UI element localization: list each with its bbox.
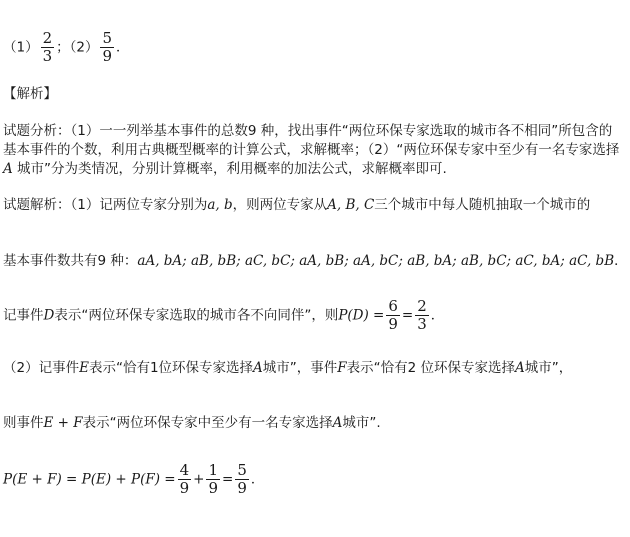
six-ninths-fraction (386, 298, 400, 333)
event-d-var: D (43, 307, 55, 324)
four-ninths-denominator: 9 (179, 479, 190, 497)
union-text-3: 城市”. (342, 415, 381, 431)
basic-events-line (3, 252, 628, 270)
formula-lhs: P(E + F) = P(E) + P(F) = (3, 471, 176, 488)
answer-line (3, 30, 130, 65)
solution-intro (3, 196, 623, 215)
event-d-text-1: 记事件 (3, 307, 44, 324)
six-ninths-denominator: 9 (388, 315, 398, 333)
analysis-text-2: 城市”分为类情况，分别计算概率，利用概率的加法公式，求解概率即可. (12, 161, 447, 177)
event-ef-paragraph (3, 359, 623, 378)
two-thirds-fraction (415, 298, 429, 333)
four-ninths-numerator: 4 (179, 461, 190, 479)
event-ef-text-4: 表示“恰有2 位环保专家选择 (346, 360, 516, 376)
answer-separator: ；（2） (56, 39, 99, 56)
event-d-text-2: 表示“两位环保专家选取的城市各不向同伴”，则 (54, 307, 339, 324)
two-thirds-numerator: 2 (417, 297, 427, 315)
two-thirds-denominator: 3 (417, 315, 427, 333)
analysis-city-var: A (3, 161, 13, 177)
events-label: 基本事件数共有9 种： (3, 253, 138, 269)
answer1-numerator: 2 (42, 29, 53, 47)
probability-formula (3, 462, 264, 497)
five-ninths-numerator: 5 (237, 461, 247, 479)
solution-text-2: ，则两位专家从 (232, 197, 328, 213)
events-end: ． (614, 253, 628, 269)
analysis-heading: 【解析】 (3, 86, 57, 102)
city-a-var-2: A (515, 360, 525, 376)
analysis-paragraph (3, 122, 623, 179)
p-of-d: P(D) = (338, 307, 385, 324)
answer2-denominator: 9 (102, 47, 113, 65)
expert-vars: a, b (207, 197, 233, 213)
answer2-fraction (100, 30, 114, 65)
event-ef-text-2: 表示“恰有1位环保专家选择 (88, 360, 254, 376)
formula-equals: = (222, 471, 234, 488)
six-ninths-numerator: 6 (388, 297, 398, 315)
event-d-equals: = (401, 307, 414, 324)
four-ninths-fraction (178, 462, 192, 497)
five-ninths-denominator: 9 (237, 479, 247, 497)
formula-end: ． (250, 471, 265, 488)
events-list: aA, bA; aB, bB; aC, bC; aA, bB; aA, bC; aB, bA; aB, bC; aC, bA; aC, bB (137, 253, 615, 269)
analysis-text: 试题分析：（1）一一列举基本事件的总数9 种，找出事件“两位环保专家选取的城市各不相同”所包含的基本事件的个数，利用古典概型概率的计算公式，求解概率；（2）“两位环保专家中至少有一名专家选择 (3, 123, 620, 158)
city-vars: A, B, C (327, 197, 375, 213)
answer1-fraction (41, 30, 55, 65)
formula-plus: + (193, 471, 205, 488)
e-plus-f-var: E + F (43, 415, 83, 431)
city-a-var-1: A (253, 360, 263, 376)
event-d-line (3, 298, 444, 333)
one-ninth-fraction (206, 462, 220, 497)
event-f-var: F (337, 360, 347, 376)
answer-end: ． (116, 39, 130, 56)
solution-text-1: 试题解析：（1）记两位专家分别为 (3, 197, 208, 213)
city-a-var-3: A (332, 415, 343, 431)
one-ninth-numerator: 1 (208, 461, 218, 479)
five-ninths-fraction (235, 462, 249, 497)
union-text-1: 则事件 (3, 415, 44, 431)
event-ef-text-3: 城市”，事件 (262, 360, 338, 376)
event-e-var: E (79, 360, 89, 376)
event-d-end: ． (430, 307, 445, 324)
answer2-numerator: 5 (102, 29, 113, 47)
solution-text-3: 三个城市中每人随机抽取一个城市的 (374, 197, 591, 213)
event-ef-text-1: （2）记事件 (3, 360, 80, 376)
union-line (3, 414, 381, 432)
answer-part1-label: （1） (3, 39, 39, 56)
union-text-2: 表示“两位环保专家中至少有一名专家选择 (82, 415, 333, 431)
one-ninth-denominator: 9 (208, 479, 218, 497)
event-ef-text-5: 城市”， (524, 360, 573, 376)
answer1-denominator: 3 (42, 47, 53, 65)
